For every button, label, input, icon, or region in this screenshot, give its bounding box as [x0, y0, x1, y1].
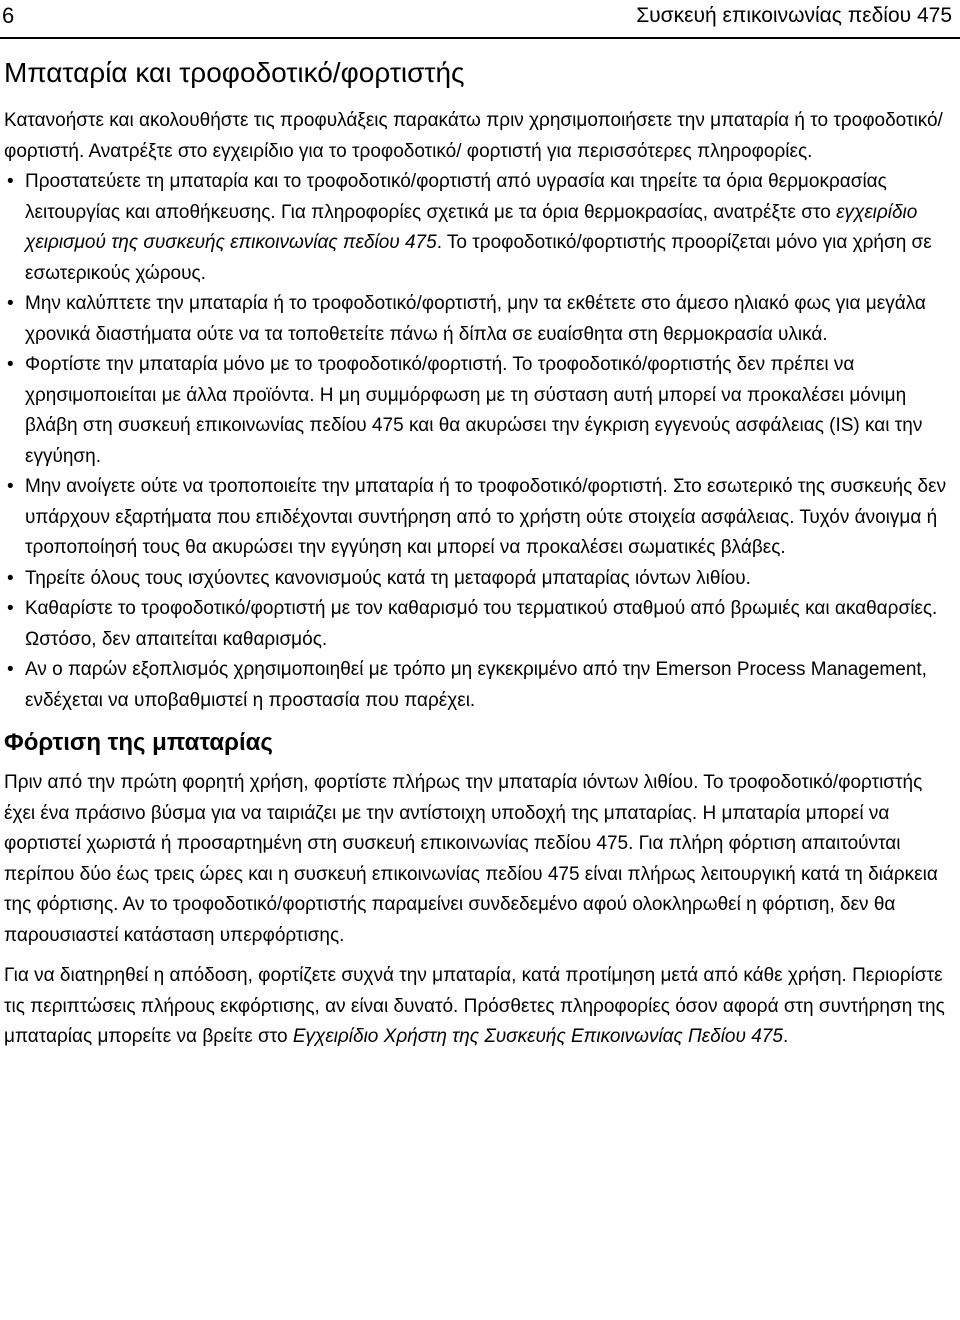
page-number: 6 — [2, 3, 15, 28]
header-rule — [0, 37, 960, 39]
page-header — [0, 0, 960, 38]
list-item — [4, 594, 950, 655]
list-item — [4, 564, 950, 595]
bullet-marker: • — [7, 171, 14, 192]
list-item-text: Μην καλύπτετε την μπαταρία ή το τροφοδοτικό/φορτιστή, μην τα εκθέτετε στο άμεσο ηλιακό φως για μεγάλα χρονικά διαστήματα ούτε να τα τοποθετείτε πάνω ή δίπλα σε ευαίσθητα στη θερμοκρασία υλικά. — [25, 293, 926, 345]
bullet-marker: • — [7, 476, 14, 497]
list-item-text: Προστατεύετε τη μπαταρία και το τροφοδοτικό/φορτιστή από υγρασία και τηρείτε τα όρια θερμοκρασίας λειτουργίας και αποθήκευσης. Για πληροφορίες σχετικά με τα όρια θερμοκρασίας, ανατρέξτε στο — [25, 171, 887, 223]
list-item — [4, 289, 950, 350]
list-item-text: Αν ο παρών εξοπλισμός χρησιμοποιηθεί με τρόπο μη εγκεκριμένο από την Emerson Process Management, ενδέχεται να υποβαθμιστεί η προστασία που παρέχει. — [25, 659, 927, 711]
charging-paragraph: Πριν από την πρώτη φορητή χρήση, φορτίστε πλήρως την μπαταρία ιόντων λιθίου. Το τροφοδοτικό/φορτιστής έχει ένα πράσινο βύσμα για να ταιριάζει με την αντίστοιχη υποδοχή της μπαταρίας. Η μπαταρία μπορεί να φορτιστεί χωριστά ή προσαρτημένη στη συσκευή επικοινωνίας πεδίου 475. Για πλήρη φόρτιση απαιτούνται περίπου δύο έως τρεις ώρες και η συσκευή επικοινωνίας πεδίου 475 είναι πλήρως λειτουργική κατά τη διάρκεια της φόρτισης. Αν το τροφοδοτικό/φορτιστής παραμείνει συνδεδεμένο αφού ολοκληρωθεί η φόρτιση, δεν θα παρουσιαστεί κατάσταση υπερφόρτισης. — [4, 772, 938, 946]
intro-paragraph: Κατανοήστε και ακολουθήστε τις προφυλάξεις παρακάτω πριν χρησιμοποιήσετε την μπαταρία ή το τροφοδοτικό/φορτιστή. Ανατρέξτε στο εγχειρίδιο για το τροφοδοτικό/ φορτιστή για περισσότερες πληροφορίες. — [4, 110, 943, 162]
section-title-charging: Φόρτιση της μπαταρίας — [4, 729, 273, 756]
list-item-text: Τηρείτε όλους τους ισχύοντες κανονισμούς κατά τη μεταφορά μπαταρίας ιόντων λιθίου. — [25, 567, 751, 589]
manual-reference: εγχειρίδιο χειρισμού της συσκευής επικοινωνίας πεδίου 475 — [25, 201, 918, 253]
page-content — [4, 56, 950, 1053]
list-item — [4, 350, 950, 472]
bullet-marker: • — [7, 293, 14, 314]
running-title: Συσκευή επικοινωνίας πεδίου 475 — [636, 4, 952, 27]
list-item-text: Φορτίστε την μπαταρία μόνο με το τροφοδοτικό/φορτιστή. Το τροφοδοτικό/φορτιστής δεν πρέπει να χρησιμοποιείται με άλλα προϊόντα. Η μη συμμόρφωση με τη σύσταση αυτή μπορεί να προκαλέσει μόνιμη βλάβη στη συσκευή επικοινωνίας πεδίου 475 και θα ακυρώσει την έγκριση εγγενούς ασφάλειας (IS) και την εγγύηση. — [25, 354, 923, 467]
maintenance-paragraph — [4, 961, 950, 1053]
bullet-marker: • — [7, 659, 14, 680]
list-item — [4, 167, 950, 289]
list-item-text: Καθαρίστε το τροφοδοτικό/φορτιστή με τον καθαρισμό του τερματικού σταθμού από βρωμιές και ακαθαρσίες. Ωστόσο, δεν απαιτείται καθαρισμός. — [25, 598, 938, 650]
list-item — [4, 472, 950, 564]
bullet-marker: • — [7, 567, 14, 589]
list-item — [4, 655, 950, 716]
paragraph-text: . — [782, 1026, 789, 1047]
precautions-list — [4, 167, 950, 716]
paragraph-text: Για να διατηρηθεί η απόδοση, φορτίζετε συχνά την μπαταρία, κατά προτίμηση μετά από κάθε χρήση. Περιορίστε τις περιπτώσεις πλήρους εκφόρτισης, αν είναι δυνατό. Πρόσθετες πληροφορίες όσον αφορά στη συντήρηση της μπαταρίας μπορείτε να βρείτε στο — [4, 965, 945, 1047]
section-title-battery-charger: Μπαταρία και τροφοδοτικό/φορτιστής — [4, 57, 465, 88]
bullet-marker: • — [7, 598, 14, 619]
list-item-text: Μην ανοίγετε ούτε να τροποποιείτε την μπαταρία ή το τροφοδοτικό/φορτιστή. Στο εσωτερικό της συσκευής δεν υπάρχουν εξαρτήματα που επιδέχονται συντήρηση από το χρήστη ούτε στοιχεία ασφάλειας. Τυχόν άνοιγμα ή τροποποίησή τους θα ακυρώσει την εγγύηση και μπορεί να προκαλέσει σωματικές βλάβες. — [25, 476, 947, 558]
list-item-text: . Το τροφοδοτικό/φορτιστής προορίζεται μόνο για χρήση σε εσωτερικούς χώρους. — [25, 232, 932, 284]
user-manual-reference: Εγχειρίδιο Χρήστη της Συσκευής Επικοινωνίας Πεδίου 475 — [292, 1026, 783, 1047]
bullet-marker: • — [7, 354, 14, 375]
